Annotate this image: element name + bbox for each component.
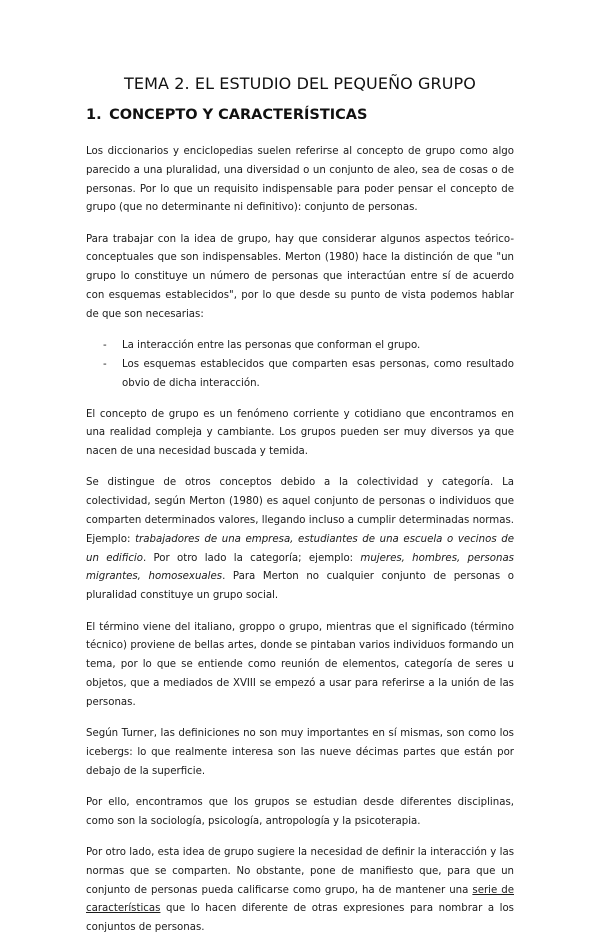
underlined-phrase: serie de características (86, 884, 514, 915)
paragraph-8 (86, 844, 514, 938)
section-number: 1. (86, 107, 102, 123)
list-item (86, 337, 514, 356)
paragraph-4-text-c: . Por otro lado la categoría; ejemplo: (143, 552, 361, 564)
paragraph-4-text-a: Se distingue de otros conceptos debido a la colectividad y categoría. La colectividad, según Merton (1980) es aquel conjunto de personas o individuos que comparten determinados valores, llegando incluso a cumplir determinadas normas. Ejemplo: (86, 477, 514, 545)
paragraph-5: El término viene del italiano, groppo o grupo, mientras que el significado (término técnico) proviene de bellas artes, donde se pintaban varios individuos formando un tema, por lo que se entiende como reunión de elementos, categoría de seres u objetos, que a mediados de XVIII se empezó a usar para referirse a la unión de las personas. (86, 621, 514, 708)
list-item-text: Los esquemas establecidos que comparten esas personas, como resultado obvio de dicha interacción. (122, 358, 514, 389)
list-item-text: La interacción entre las personas que conforman el grupo. (122, 340, 421, 352)
dash-bullet: - (103, 358, 107, 370)
paragraph-8-text-a: Por otro lado, esta idea de grupo sugiere la necesidad de definir la interacción y las normas que se comparten. No obstante, pone de manifiesto que, para que un conjunto de personas pueda calificarse como grupo, ha de mantener una (86, 847, 514, 896)
section-heading (86, 107, 514, 123)
paragraph-4-example-collectivity: trabajadores de una empresa, estudiantes de una escuela o vecinos de un edificio (86, 533, 514, 564)
bullet-list (86, 337, 514, 393)
dash-bullet: - (103, 340, 107, 352)
document-title: TEMA 2. EL ESTUDIO DEL PEQUEÑO GRUPO (124, 74, 476, 93)
paragraph-8-text-c: que lo hacen diferente de otras expresiones para nombrar a los conjuntos de personas. (86, 903, 514, 934)
section-title: CONCEPTO Y CARACTERÍSTICAS (109, 107, 368, 123)
paragraph-2: Para trabajar con la idea de grupo, hay que considerar algunos aspectos teórico-conceptuales que son indispensables. Merton (1980) hace la distinción de que "un grupo lo constituye un número de personas que interactúan entre sí de acuerdo con esquemas establecidos", por lo que desde su punto de vista podemos hablar de que son necesarias: (86, 233, 514, 320)
paragraph-4-example-category: mujeres, hombres, personas migrantes, homosexuales (86, 552, 514, 583)
paragraph-6: Según Turner, las definiciones no son muy importantes en sí mismas, son como los icebergs: lo que realmente interesa son las nueve décimas partes que están por debajo de la superficie. (86, 728, 514, 777)
paragraph-4-text-e: . Para Merton no cualquier conjunto de personas o pluralidad constituye un grupo social. (86, 571, 514, 602)
paragraph-3: El concepto de grupo es un fenómeno corriente y cotidiano que encontramos en una realidad compleja y cambiante. Los grupos pueden ser muy diversos ya que nacen de una necesidad buscada y temida. (86, 408, 514, 458)
paragraph-1: Los diccionarios y enciclopedias suelen referirse al concepto de grupo como algo parecido a una pluralidad, una diversidad o un conjunto de aleo, sea de cosas o de personas. Por lo que un requisito indispensable para poder pensar el concepto de grupo (que no determinante ni definitivo): conjunto de personas. (86, 146, 514, 214)
paragraph-7: Por ello, encontramos que los grupos se estudian desde diferentes disciplinas, como son la sociología, psicología, antropología y la psicoterapia. (86, 796, 514, 827)
list-item (86, 356, 514, 394)
paragraph-4 (86, 474, 514, 606)
